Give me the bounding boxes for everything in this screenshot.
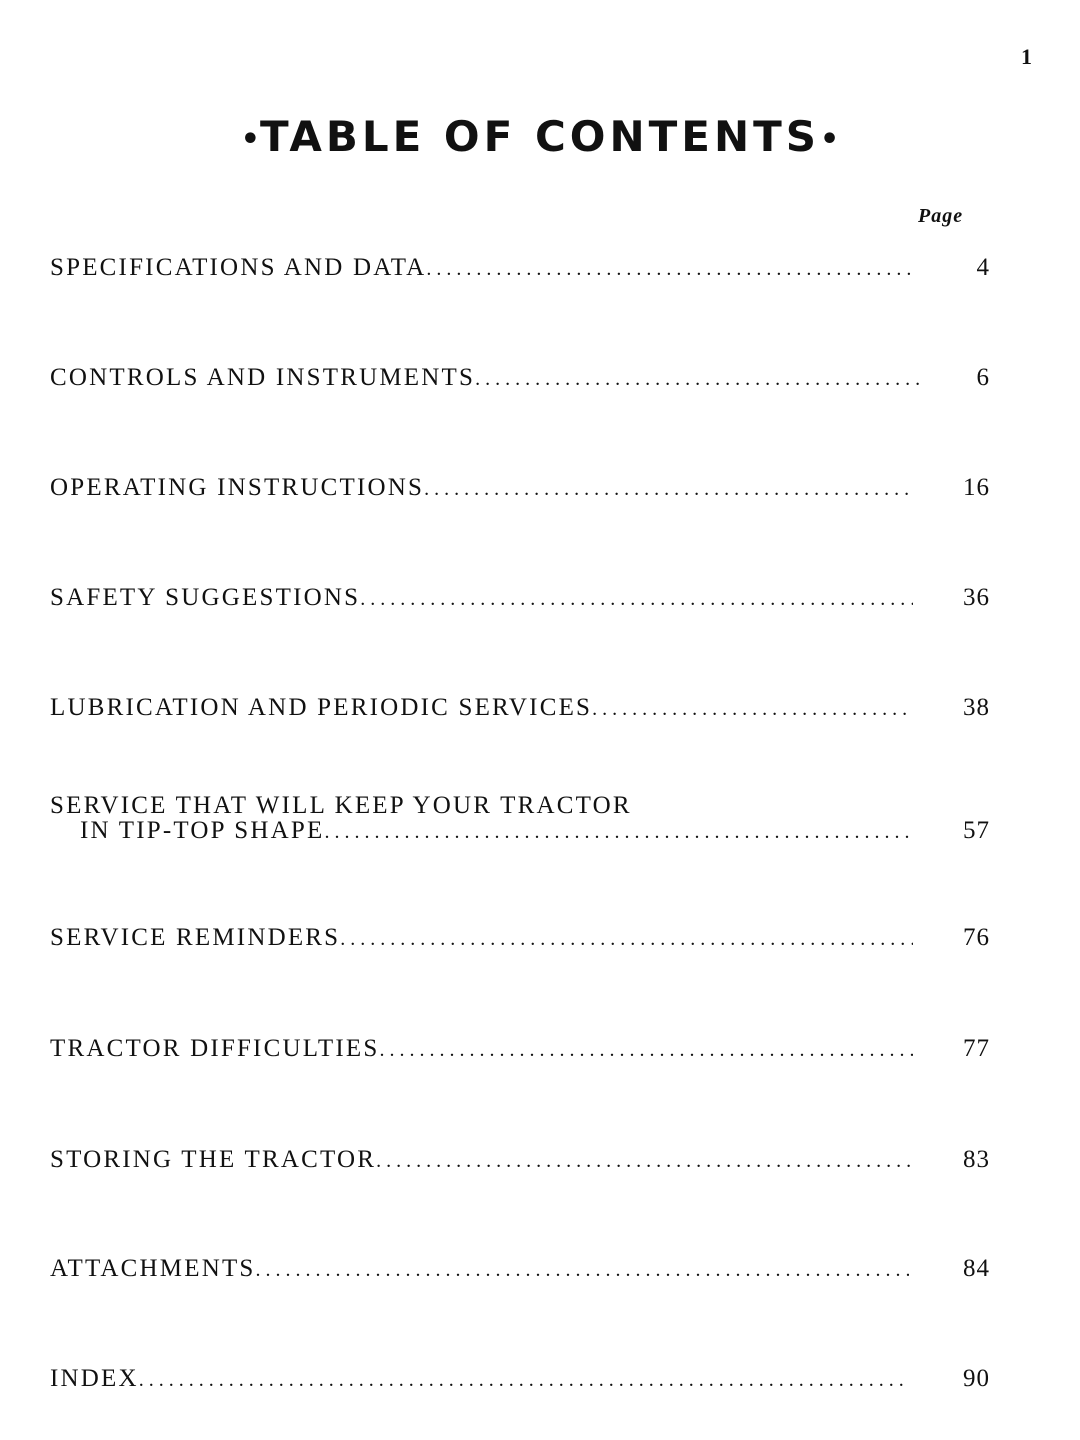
dot-leader [139, 1369, 904, 1392]
toc-entry-label: SERVICE REMINDERS [50, 924, 341, 951]
dot-leader [424, 478, 913, 501]
toc-entry-page: 77 [963, 1035, 990, 1062]
toc-entry-page: 6 [976, 364, 990, 391]
dot-leader [475, 368, 919, 391]
toc-entry-label: OPERATING INSTRUCTIONS [50, 474, 425, 501]
toc-entry-label: CONTROLS AND INSTRUMENTS [50, 364, 476, 391]
title-bullet-left: • [240, 122, 260, 157]
toc-entry-service-reminders[interactable] [50, 924, 990, 952]
dot-leader [376, 1150, 913, 1173]
toc-entry-page: 90 [963, 1365, 990, 1392]
toc-entry-lubrication[interactable] [50, 694, 990, 722]
toc-entry-label: SAFETY SUGGESTIONS [50, 584, 361, 611]
dot-leader [426, 258, 917, 281]
toc-entry-attachments[interactable] [50, 1255, 990, 1283]
toc-entry-page: 83 [963, 1146, 990, 1173]
toc-entry-page: 84 [963, 1255, 990, 1282]
toc-entry-operating[interactable] [50, 474, 990, 502]
toc-entry-page: 36 [963, 584, 990, 611]
dot-leader [592, 698, 913, 721]
toc-entry-service-tip-top[interactable] [50, 792, 990, 845]
dot-leader [325, 821, 913, 844]
toc-entry-label: INDEX [50, 1365, 139, 1392]
title-bullet-right: • [820, 122, 840, 157]
toc-entry-label: SPECIFICATIONS AND DATA [50, 254, 427, 281]
toc-entry-difficulties[interactable] [50, 1035, 990, 1063]
toc-entry-page: 38 [963, 694, 990, 721]
toc-entry-storing[interactable] [50, 1146, 990, 1174]
toc-entry-page: 57 [963, 817, 990, 844]
toc-entry-page: 4 [976, 254, 990, 281]
dot-leader [360, 588, 913, 611]
toc-entry-label-line2: IN TIP-TOP SHAPE [80, 817, 325, 844]
toc-entry-label-line1: SERVICE THAT WILL KEEP YOUR TRACTOR [50, 792, 632, 819]
page-number: 1 [1021, 44, 1032, 69]
toc-entry-label: ATTACHMENTS [50, 1255, 256, 1282]
toc-entry-safety[interactable] [50, 584, 990, 612]
title-text: TABLE OF CONTENTS [259, 112, 821, 161]
toc-entry-label: STORING THE TRACTOR [50, 1146, 377, 1173]
dot-leader [256, 1259, 910, 1282]
page-column-heading: Page [918, 205, 964, 227]
toc-entry-label: LUBRICATION AND PERIODIC SERVICES [50, 694, 593, 721]
toc-entry-controls[interactable] [50, 364, 990, 392]
toc-entry-label: TRACTOR DIFFICULTIES [50, 1035, 380, 1062]
dot-leader [379, 1039, 913, 1062]
toc-entry-specifications[interactable] [50, 254, 990, 282]
toc-entry-page: 76 [963, 924, 990, 951]
toc-entry-page: 16 [963, 474, 990, 501]
dot-leader [340, 928, 913, 951]
toc-entry-index[interactable] [50, 1365, 990, 1393]
